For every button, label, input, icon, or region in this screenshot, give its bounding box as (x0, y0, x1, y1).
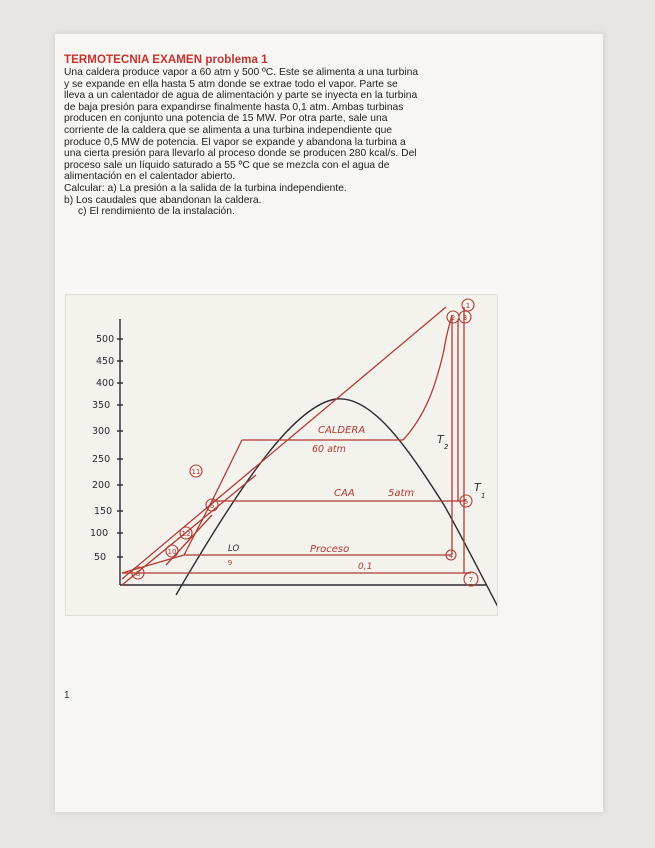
state-label: 10 (167, 548, 177, 556)
y-tick-label: 150 (94, 506, 113, 517)
text-line: una cierta presión para llevarlo al proceso donde se producen 280 kcal/s. Del (64, 148, 417, 160)
text-line: de baja presión para expandirse finalmente hasta 0,1 atm. Ambas turbinas (64, 101, 404, 113)
y-tick-label: 400 (96, 378, 115, 389)
state-label: 1 (465, 302, 471, 310)
turbine-1-sub: 1 (481, 492, 486, 500)
state-label: 2 (450, 314, 456, 322)
state-label: 12 (181, 530, 191, 538)
caldera-pressure: 60 atm (312, 444, 346, 455)
state-label: 3 (462, 314, 468, 322)
y-tick-label: 300 (92, 426, 111, 437)
text-line: produce 0,5 MW de potencia. El vapor se expande y abandona la turbina a (64, 136, 406, 148)
turbine-2-sub: 2 (444, 443, 449, 451)
state-label: 7 (468, 576, 474, 584)
y-tick-label: 250 (92, 454, 111, 465)
page-number: 1 (64, 690, 70, 701)
caa-pressure: 5atm (388, 488, 415, 499)
text-line: proceso sale un líquido saturado a 55 ºC que se mezcla con el agua de (64, 159, 390, 171)
text-line: alimentación en el calentador abierto. (64, 171, 236, 183)
text-line: Una caldera produce vapor a 60 atm y 500 ºC. Este se alimenta a una turbina (64, 67, 419, 78)
text-line: corriente de la caldera que se alimenta a una turbina independiente que (64, 124, 393, 136)
state-label: 9 (227, 559, 233, 567)
question-a: Calcular: a) La presión a la salida de la turbina independiente. (64, 182, 347, 194)
ts-diagram-photo (65, 294, 498, 616)
y-tick-label: 100 (90, 528, 109, 539)
ts-diagram (66, 295, 497, 615)
problem-statement (64, 67, 504, 218)
state-label: 11 (191, 468, 201, 476)
turbine-2-label: T (437, 433, 444, 446)
proceso-label: Proceso (310, 544, 350, 555)
y-tick-label: 50 (94, 552, 107, 563)
y-tick-label: 500 (96, 334, 115, 345)
y-tick-label: 350 (92, 400, 111, 411)
text-line: lleva a un calentador de agua de alimentación y parte se inyecta en la turbina (64, 90, 418, 102)
state-label: 5 (463, 498, 469, 506)
state-label: 8 (135, 570, 141, 578)
y-tick-label: 200 (92, 480, 111, 491)
y-tick-label: 450 (96, 356, 115, 367)
question-b: b) Los caudales que abandonan la caldera. (64, 194, 262, 206)
caldera-label: CALDERA (318, 425, 366, 436)
question-c: c) El rendimiento de la instalación. (78, 206, 235, 218)
caa-label: CAA (334, 488, 355, 499)
turbine-1-label: T (474, 481, 481, 494)
text-line: producen en conjunto una potencia de 15 MW. Por otra parte, sale una (64, 113, 388, 125)
exam-title: TERMOTECNIA EXAMEN problema 1 (64, 54, 268, 66)
condenser-pressure: 0,1 (358, 562, 373, 572)
state-label: 6 (209, 502, 215, 510)
state-label: 4 (448, 552, 454, 560)
cycle-path (122, 307, 474, 585)
text-line: y se expande en ella hasta 5 atm donde se extrae todo el vapor. Parte se (64, 78, 398, 90)
lo-label: LO (228, 544, 240, 554)
